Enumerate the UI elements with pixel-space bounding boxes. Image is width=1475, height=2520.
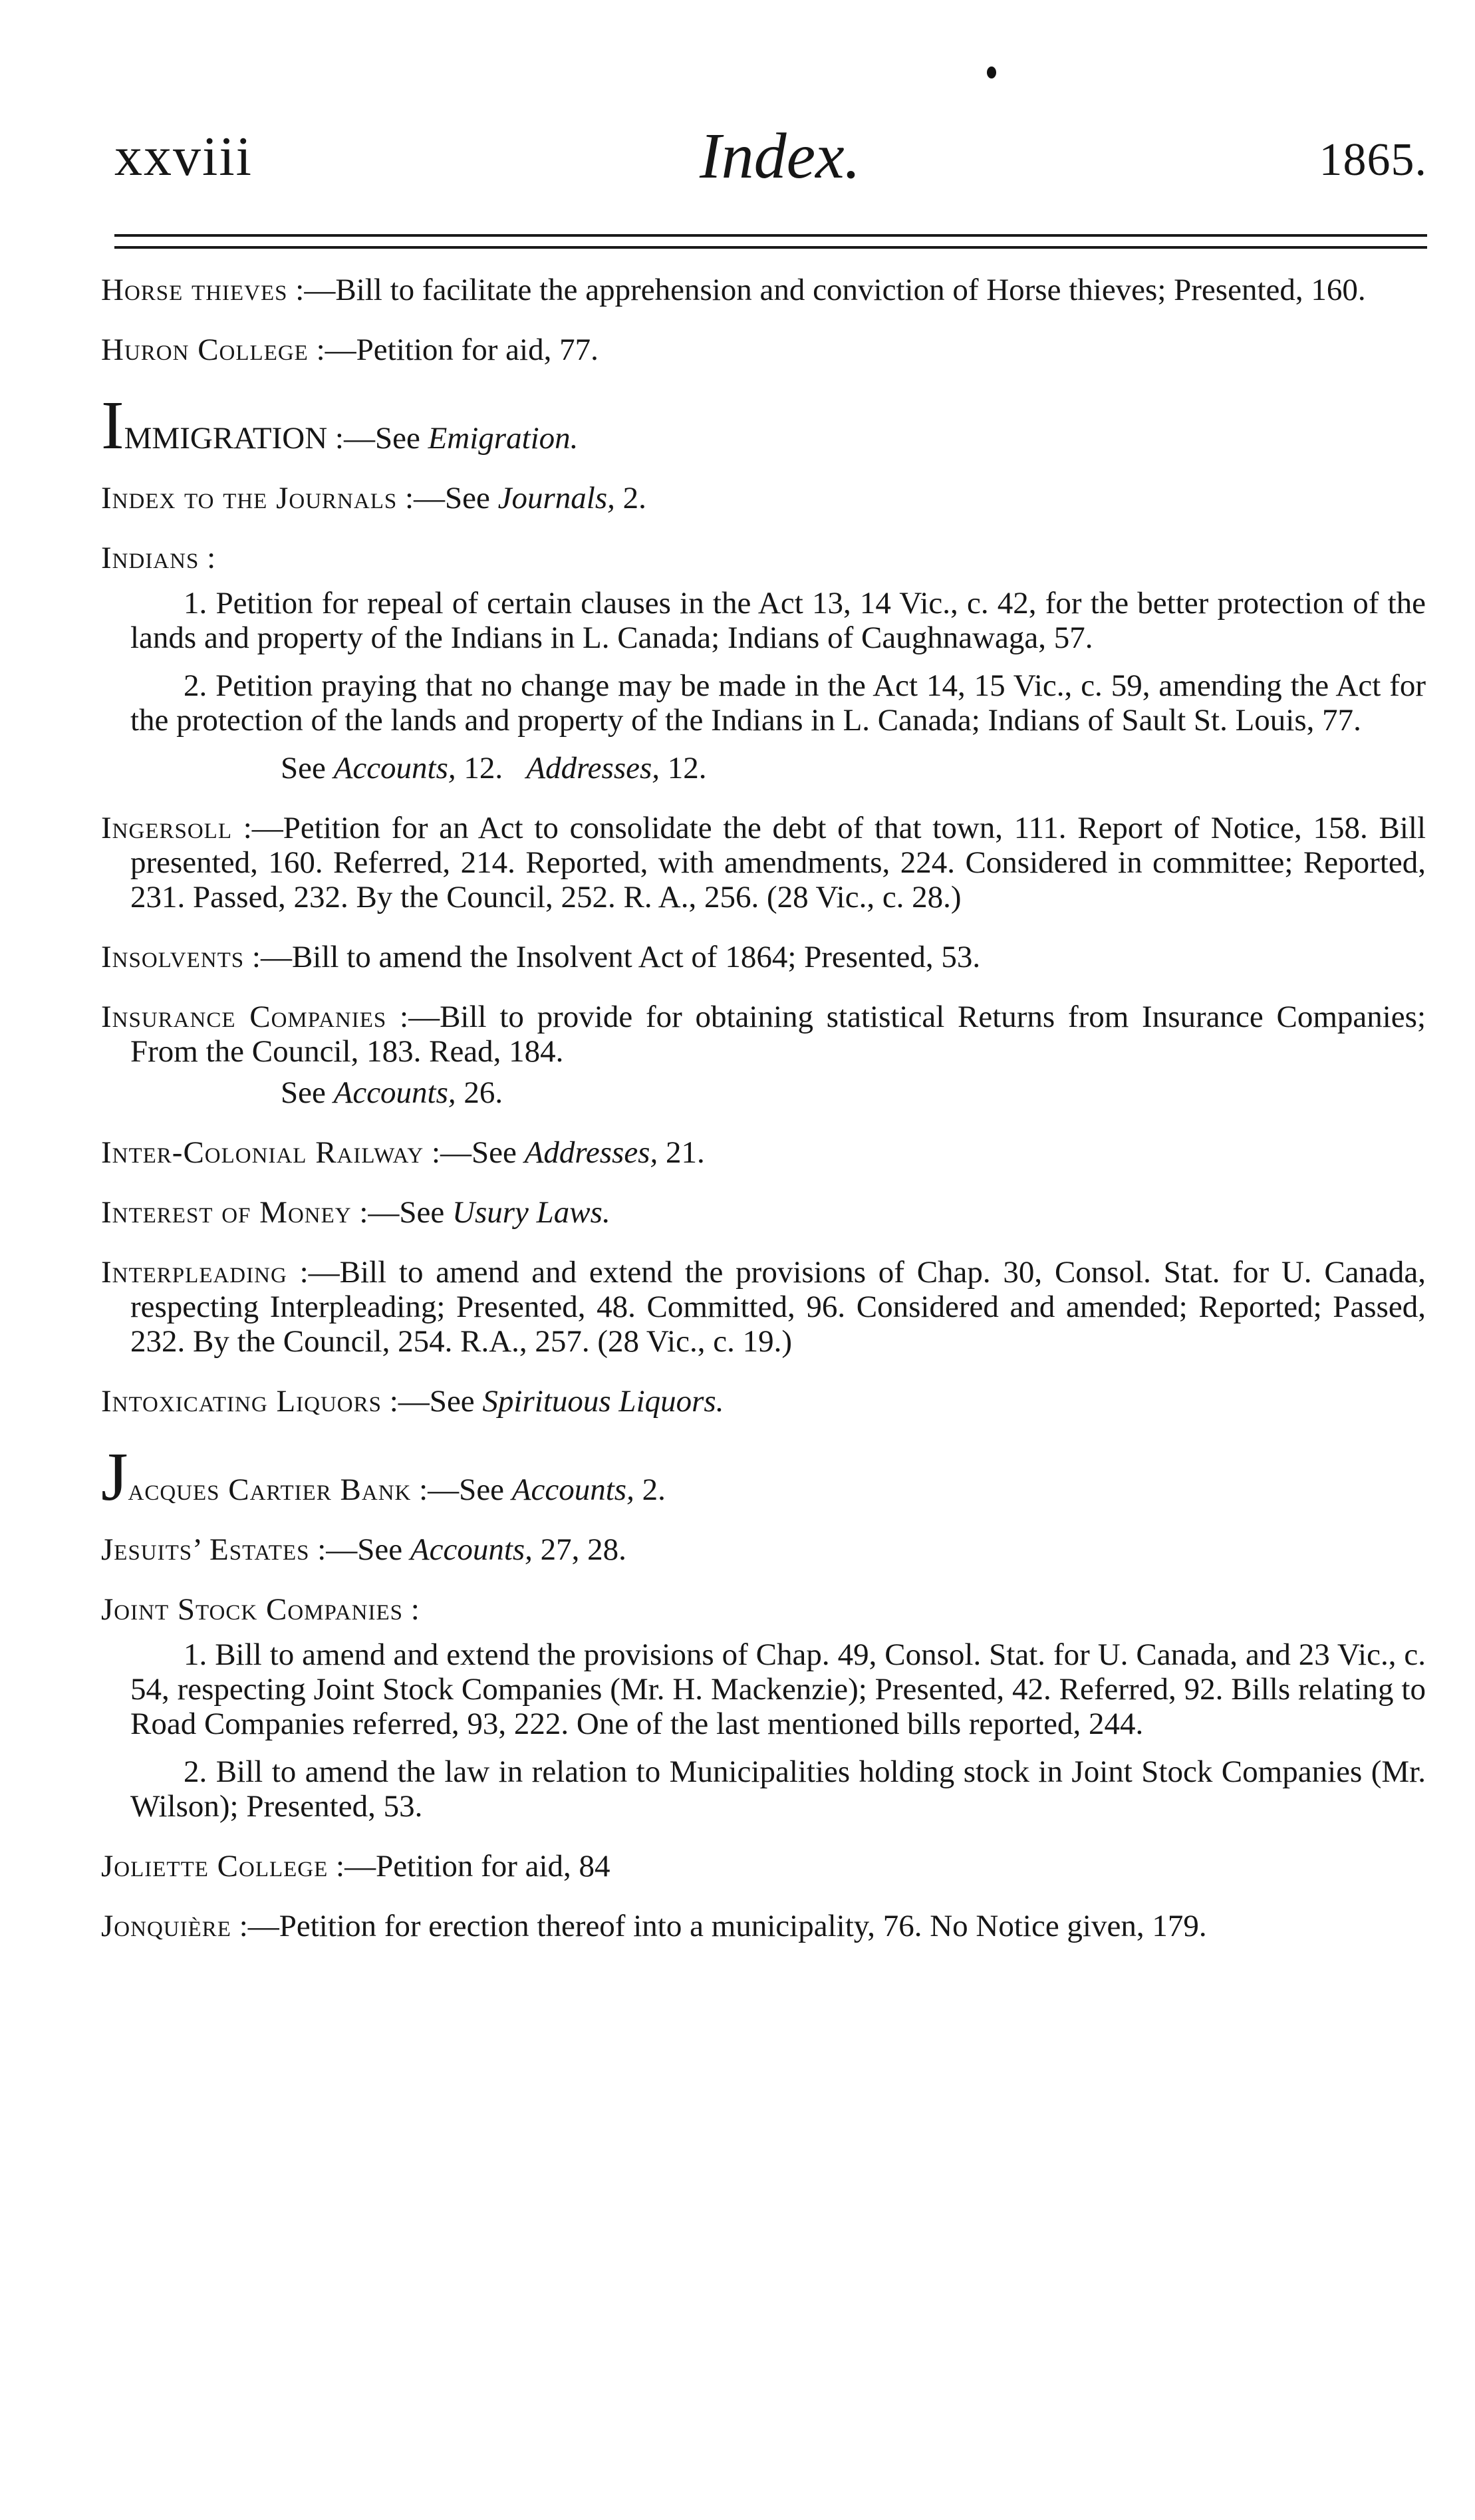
entry-reference: Spirituous Liquors. (482, 1384, 724, 1419)
entry-text: :—Petition for aid, 84 (336, 1849, 610, 1884)
drop-initial: J (101, 1439, 128, 1515)
sub-paragraph: 1. Petition for repeal of certain clauses in the Act 13, 14 Vic., c. 42, for the better protection of the lands and property of the Indians in L. Canada; Indians of Caughnawaga, 57. (130, 586, 1426, 655)
entry-heading: Horse thieves (101, 273, 288, 307)
entry-heading: Joliette College (101, 1849, 329, 1884)
entry-insolvents (101, 940, 1426, 974)
entry-text: :—See (389, 1384, 483, 1419)
entry-text: :—Bill to amend and extend the provisions of Chap. 30, Consol. Stat. for U. Canada, respecting Interpleading; Presented, 48. Committed, 96. Considered and amended; Reported; Passed, 232. By the Council, 254. R.A., 257. (28 Vic., c. 19.) (130, 1255, 1426, 1359)
entry-heading: Ingersoll (101, 811, 232, 845)
see-prefix: See (281, 1075, 334, 1110)
entry-reference: Accounts, (410, 1532, 533, 1567)
entry-joint-stock-companies (101, 1592, 1426, 1824)
entry-text: :—Petition for erection thereof into a municipality, 76. No Notice given, 179. (239, 1909, 1207, 1943)
entry-reference: Journals, (497, 481, 615, 515)
entry-heading: Inter-Colonial Railway (101, 1135, 424, 1170)
entry-heading: Index to the Journals (101, 481, 398, 515)
see-number: 12. (660, 751, 707, 785)
entry-jesuits-estates (101, 1532, 1426, 1567)
entry-heading: Jonquière (101, 1909, 231, 1943)
entry-reference: Accounts, (511, 1472, 634, 1507)
entry-interpleading (101, 1255, 1426, 1359)
entry-heading: Insolvents (101, 940, 245, 974)
entry-reference-number: 27, 28. (532, 1532, 626, 1567)
entry-jonquiere (101, 1909, 1426, 1943)
see-number: 12. (456, 751, 503, 785)
sub-paragraph: 1. Bill to amend and extend the provisions of Chap. 49, Consol. Stat. for U. Canada, and 23 Vic., c. 54, respecting Joint Stock Companies (Mr. H. Mackenzie); Presented, 42. Referred, 92. Bills relating to Road Companies referred, 93, 222. One of the last mentioned bills reported, 244. (130, 1637, 1426, 1741)
entry-text: :—Bill to provide for obtaining statistical Returns from Insurance Companies; From the Council, 183. Read, 184. (130, 1000, 1426, 1069)
entry-text: :—See (419, 1472, 512, 1507)
entry-text: :—Bill to amend the Insolvent Act of 1864; Presented, 53. (251, 940, 981, 974)
entry-joliette-college (101, 1849, 1426, 1884)
entry-reference: Emigration. (428, 421, 579, 456)
entry-text: :—Petition for aid, 77. (316, 333, 599, 367)
page-title: Index. (700, 120, 861, 192)
entry-ingersoll (101, 811, 1426, 914)
entry-reference-number: 21. (658, 1135, 705, 1170)
entry-reference-number: 2. (634, 1472, 666, 1507)
entry-jacques-cartier-bank (101, 1439, 1426, 1515)
entry-insurance-companies (101, 1000, 1426, 1110)
entry-text: :—Petition for an Act to consolidate the debt of that town, 111. Report of Notice, 158. Bill presented, 160. Referred, 214. Reported, with amendments, 224. Considered in committee; Reported, 231. Passed, 232. By the Council, 252. R. A., 256. (28 Vic., c. 28.) (130, 811, 1426, 914)
entry-heading: Huron College (101, 333, 309, 367)
entry-heading: Insurance Companies (101, 1000, 387, 1034)
entry-reference: Usury Laws. (452, 1195, 610, 1230)
entry-text: : (207, 541, 216, 575)
entry-text: :—See (431, 1135, 525, 1170)
entry-heading: Jesuits’ Estates (101, 1532, 310, 1567)
see-number: 26. (456, 1075, 503, 1110)
entry-reference-number: 2. (614, 481, 646, 515)
page-header (114, 116, 1427, 203)
see-prefix: See (281, 751, 334, 785)
header-rule-top (114, 234, 1427, 237)
drop-initial: I (101, 387, 124, 464)
entry-text: :—See (404, 481, 498, 515)
sub-paragraph: 2. Petition praying that no change may be made in the Act 14, 15 Vic., c. 59, amending the Act for the protection of the lands and property of the Indians in L. Canada; Indians of Sault St. Louis, 77. (130, 668, 1426, 738)
entry-reference: Addresses, (524, 1135, 658, 1170)
entry-text: : (410, 1592, 420, 1627)
page-number: xxviii (114, 126, 253, 188)
entry-indians (101, 541, 1426, 785)
page-year: 1865. (1319, 134, 1427, 186)
entry-text: :—See (335, 421, 428, 456)
entry-interest-of-money (101, 1195, 1426, 1230)
ink-speck (987, 67, 996, 78)
entry-text: :—Bill to facilitate the apprehension and conviction of Horse thieves; Presented, 160. (295, 273, 1366, 307)
see-also (130, 751, 1426, 785)
see-reference: Addresses, (526, 751, 660, 785)
entry-heading: acques Cartier Bank (128, 1472, 412, 1507)
entry-heading: Intoxicating Liquors (101, 1384, 382, 1419)
entry-heading: Interest of Money (101, 1195, 352, 1230)
entry-inter-colonial-railway (101, 1135, 1426, 1170)
see-also (130, 1075, 1426, 1110)
entry-heading: Indians (101, 541, 200, 575)
entry-heading: MMIGRATION (124, 421, 328, 456)
entry-text: :—See (359, 1195, 453, 1230)
see-reference: Accounts, (333, 1075, 456, 1110)
entry-huron-college (101, 333, 1426, 367)
entry-heading: Joint Stock Companies (101, 1592, 403, 1627)
entry-text: :—See (317, 1532, 410, 1567)
entry-index-to-journals (101, 481, 1426, 515)
header-rule-bottom (114, 246, 1427, 249)
sub-paragraph: 2. Bill to amend the law in relation to Municipalities holding stock in Joint Stock Companies (Mr. Wilson); Presented, 53. (130, 1754, 1426, 1824)
see-reference: Accounts, (333, 751, 456, 785)
entry-heading: Interpleading (101, 1255, 287, 1290)
entry-horse-thieves (101, 273, 1426, 307)
entry-immigration (101, 387, 1426, 464)
index-entries (101, 273, 1426, 1969)
entry-intoxicating-liquors (101, 1384, 1426, 1419)
